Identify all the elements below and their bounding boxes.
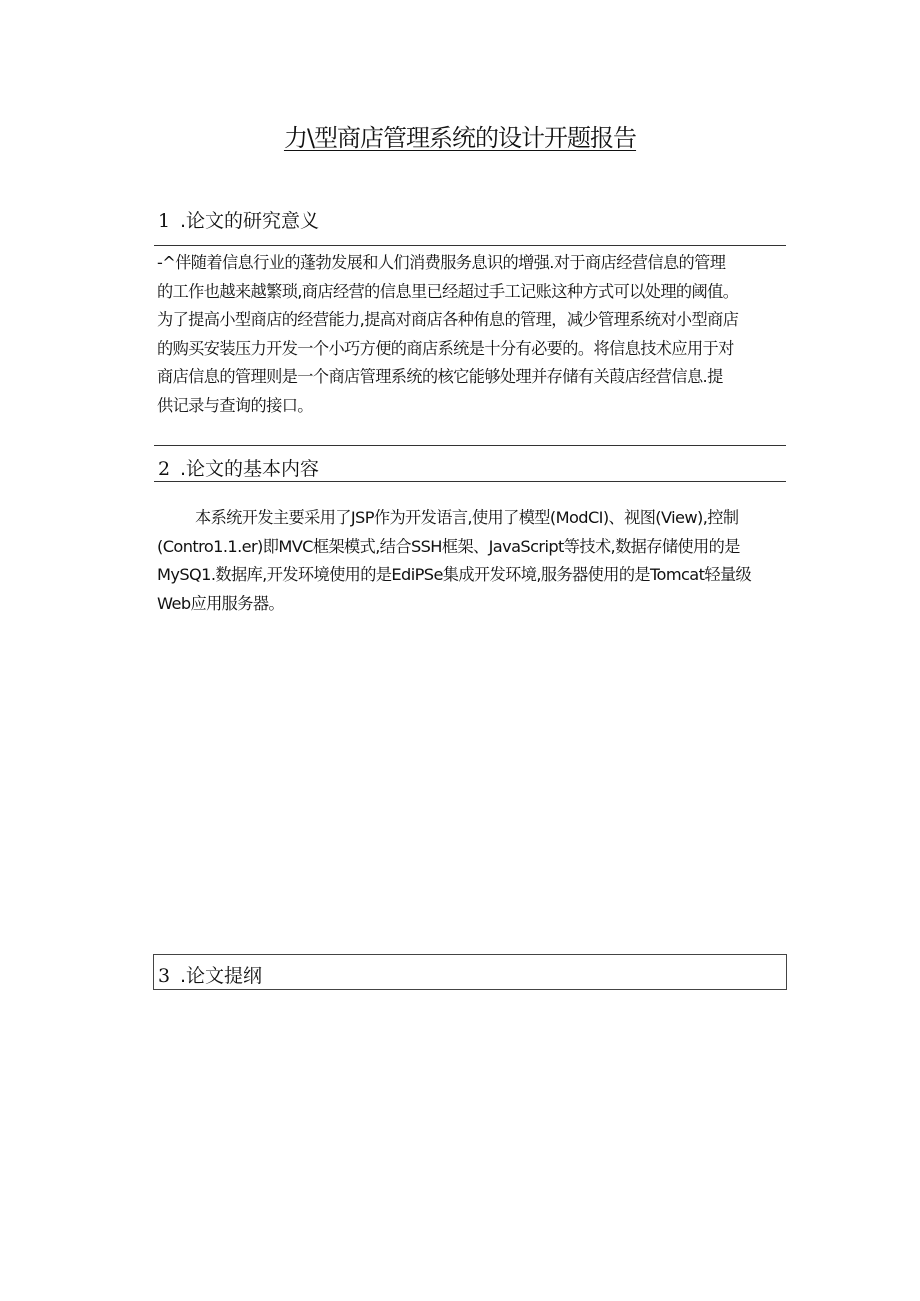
section-2-line: MySQ1.数据库,开发环境使用的是EdiPSe集成开发环境,服务器使用的是Tomcat轻量级: [157, 565, 752, 584]
section-2-title: .论文的基本内容: [180, 458, 320, 480]
section-1-number: 1: [158, 210, 171, 232]
document-title: 力\型商店管理系统的设计开题报告: [283, 124, 637, 152]
section-2-top-divider: [154, 445, 786, 446]
section-2-heading: [158, 454, 319, 481]
section-1-line: 的购买安装压力开发一个小巧方便的商店系统是十分有必要的。将信息技术应用于对: [157, 338, 734, 358]
section-1-line: -^伴随着信息行业的蓬勃发展和人们消费服务息识的增强.对于商店经营信息的管理: [157, 253, 726, 272]
section-3-heading: [158, 961, 262, 988]
section-2-body: [157, 504, 789, 618]
section-1-heading: [158, 206, 319, 233]
section-1-divider: [154, 245, 786, 246]
section-1-title: .论文的研究意义: [180, 210, 320, 232]
section-2-line: Web应用服务器。: [157, 593, 285, 613]
section-2-bottom-divider: [154, 481, 786, 482]
section-1-body: [157, 249, 789, 420]
section-2-line: 本系统开发主要采用了JSP作为开发语言,使用了模型(ModCI)、视图(View),控制: [195, 508, 739, 527]
section-1-line: 供记录与查询的接口。: [157, 395, 313, 415]
section-1-line: 为了提高小型商店的经营能力,提高对商店各种侑息的管理，减少管理系统对小型商店: [157, 310, 739, 329]
section-2-number: 2: [158, 458, 171, 480]
section-3-title: .论文提纲: [180, 965, 263, 987]
section-1-line: 商店信息的管理则是一个商店管理系统的核它能够处理并存储有关葭店经营信息.提: [157, 367, 723, 386]
section-3-number: 3: [158, 965, 171, 987]
section-2-line: (Contro1.1.er)即MVC框架模式,结合SSH框架、JavaScript等技术,数据存储使用的是: [157, 536, 740, 556]
section-1-line: 的工作也越来越繁琐,商店经营的信息里已经超过手工记账这种方式可以处理的阈值。: [157, 281, 739, 301]
